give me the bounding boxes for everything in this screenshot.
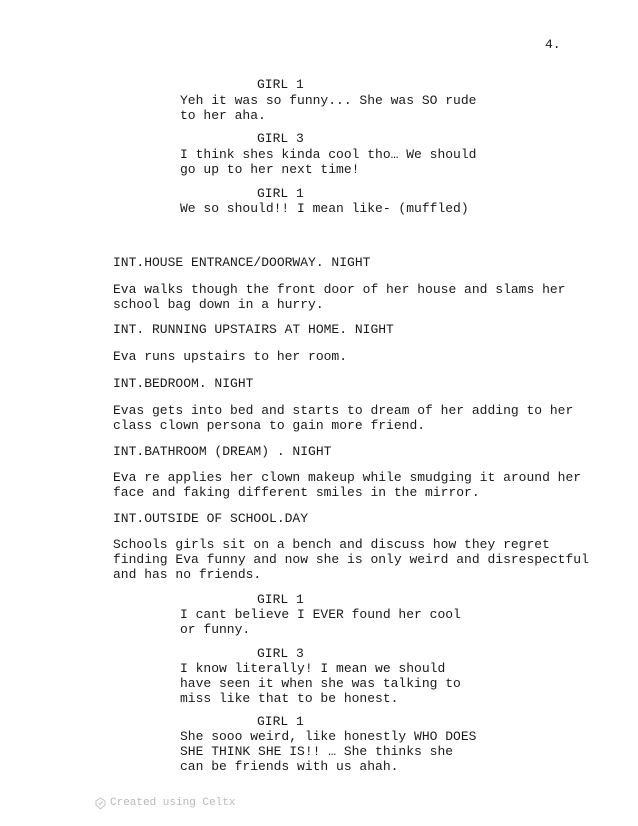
dialogue-line: We so should!! I mean like- (muffled) [180, 201, 469, 216]
action-line: Evas gets into bed and starts to dream of her adding to her [113, 403, 574, 418]
action-line: finding Eva funny and now she is only weird and disrespectful [113, 552, 589, 567]
dialogue-line: Yeh it was so funny... She was SO rude [180, 93, 477, 108]
dialogue-line: miss like that to be honest. [180, 691, 399, 706]
page-number: 4. [545, 37, 561, 52]
dialogue-line: I cant believe I EVER found her cool [180, 607, 461, 622]
dialogue-line: SHE THINK SHE IS!! … She thinks she [180, 744, 454, 759]
footer-text: Created using Celtx [110, 797, 236, 809]
footer [95, 796, 235, 810]
character-cue: GIRL 1 [257, 714, 304, 729]
scene-heading: INT.HOUSE ENTRANCE/DOORWAY. NIGHT [113, 255, 371, 270]
dialogue-line: or funny. [180, 622, 251, 637]
action-line: school bag down in a hurry. [113, 297, 324, 312]
dialogue-line: I think shes kinda cool tho… We should [180, 147, 477, 162]
scene-heading: INT. RUNNING UPSTAIRS AT HOME. NIGHT [113, 322, 394, 337]
dialogue-line: can be friends with us ahah. [180, 759, 399, 774]
scene-heading: INT.BATHROOM (DREAM) . NIGHT [113, 444, 332, 459]
scene-heading: INT.BEDROOM. NIGHT [113, 376, 254, 391]
character-cue: GIRL 1 [257, 77, 304, 92]
action-line: Eva walks though the front door of her house and slams her [113, 282, 566, 297]
character-cue: GIRL 1 [257, 592, 304, 607]
scene-heading: INT.OUTSIDE OF SCHOOL.DAY [113, 511, 309, 526]
dialogue-line: She sooo weird, like honestly WHO DOES [180, 729, 477, 744]
celtx-logo-icon [95, 797, 106, 810]
dialogue-line: have seen it when she was talking to [180, 676, 461, 691]
action-line: Eva runs upstairs to her room. [113, 349, 348, 364]
action-line: and has no friends. [113, 567, 262, 582]
action-line: Eva re applies her clown makeup while smudging it around her [113, 470, 582, 485]
dialogue-line: I know literally! I mean we should [180, 661, 446, 676]
action-line: Schools girls sit on a bench and discuss how they regret [113, 537, 550, 552]
character-cue: GIRL 3 [257, 646, 304, 661]
dialogue-line: to her aha. [180, 108, 266, 123]
character-cue: GIRL 1 [257, 186, 304, 201]
character-cue: GIRL 3 [257, 131, 304, 146]
dialogue-line: go up to her next time! [180, 162, 360, 177]
action-line: face and faking different smiles in the mirror. [113, 485, 480, 500]
action-line: class clown persona to gain more friend. [113, 418, 426, 433]
